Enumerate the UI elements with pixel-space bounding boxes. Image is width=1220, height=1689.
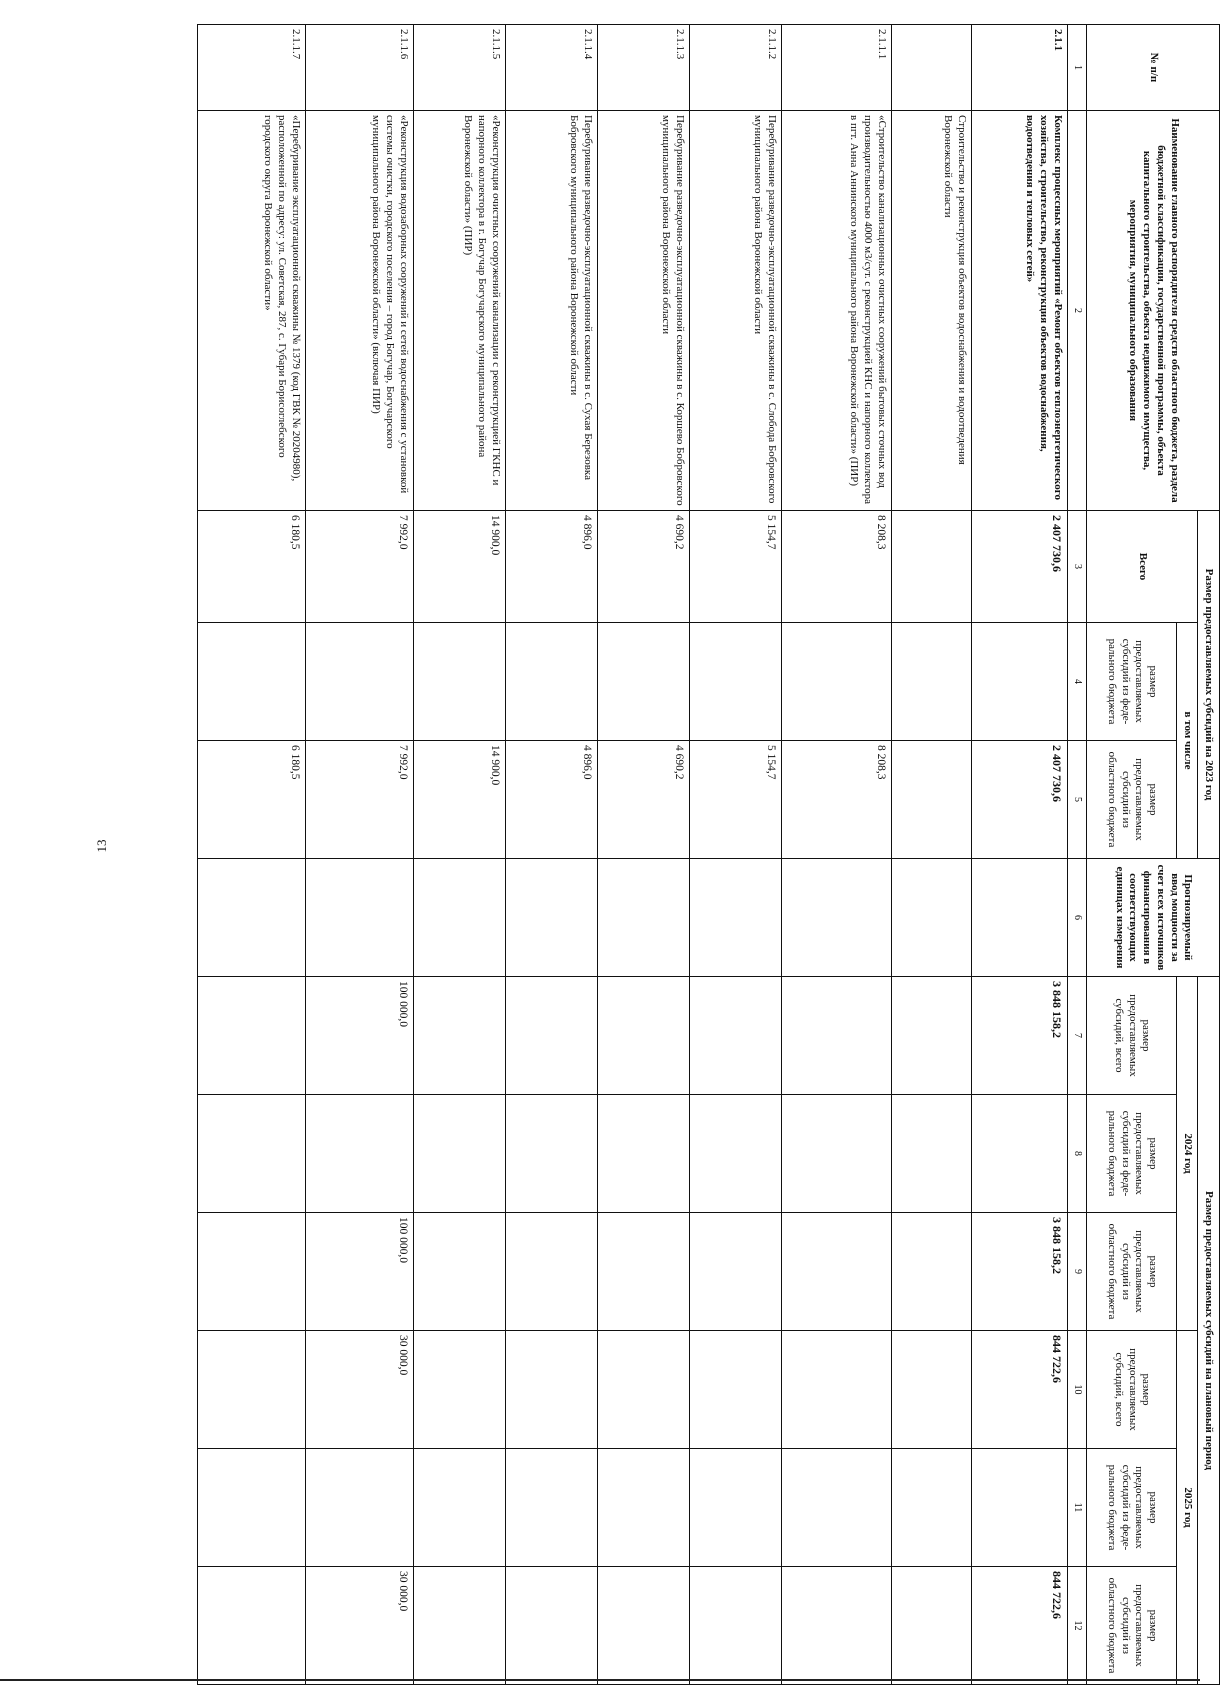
- row-value-c8: [971, 1095, 1067, 1213]
- table-row: [597, 25, 689, 1685]
- row-value-c12: 844 722,6: [971, 1567, 1067, 1685]
- row-value-c6: [197, 859, 305, 977]
- row-value-c5: 2 407 730,6: [971, 741, 1067, 859]
- row-value-c9: 3 848 158,2: [971, 1213, 1067, 1331]
- header-2024-fed: размер предоставляемых субсидий из феде-рального бюджета: [1087, 1095, 1177, 1213]
- row-name: «Перебуривание эксплуатационной скважины № 1379 (код ГВК № 20204980), расположенной по адресу: ул. Советская, 287, с. Губари Борисоглебского городского округа Воронежской области»: [197, 111, 305, 511]
- row-name: «Реконструкция очистных сооружений канализации с реконструкцией ГКНС и напорного коллектора в г. Богучар Богучарского муниципального района Воронежской области» (ПИР): [413, 111, 505, 511]
- row-value-c10: [689, 1331, 781, 1449]
- row-value-c6: [597, 859, 689, 977]
- table-row: [891, 25, 971, 1685]
- col-num: 12: [1067, 1567, 1087, 1685]
- col-num: 8: [1067, 1095, 1087, 1213]
- row-value-c5: 5 154,7: [689, 741, 781, 859]
- header-name: Наименование главного распорядителя средств областного бюджета, раздела бюджетной классификации, государственной программы, объекта капитального строительства, объекта недвижимого имущества, мероприятия, муниципального образования: [1087, 111, 1220, 511]
- row-number: 2.1.1: [971, 25, 1067, 111]
- row-name: Перебуривание разведочно-эксплуатационной скважины в с. Коршево Бобровского муниципального района Воронежской области: [597, 111, 689, 511]
- row-number: 2.1.1.3: [597, 25, 689, 111]
- header-total: Всего: [1087, 511, 1198, 623]
- row-value-c4: [505, 623, 597, 741]
- table-row: [197, 25, 305, 1685]
- row-value-c11: [781, 1449, 891, 1567]
- row-value-c10: [891, 1331, 971, 1449]
- row-name: Перебуривание разведочно-эксплуатационной скважины в с. Сухая Березовка Бобровского муниципального района Воронежской области: [505, 111, 597, 511]
- table-row: [971, 25, 1067, 1685]
- row-value-c5: 6 180,5: [197, 741, 305, 859]
- row-value-c7: 3 848 158,2: [971, 977, 1067, 1095]
- row-value-c5: 8 208,3: [781, 741, 891, 859]
- row-value-c11: [305, 1449, 413, 1567]
- row-value-c4: [197, 623, 305, 741]
- col-num: 3: [1067, 511, 1087, 623]
- row-value-c6: [505, 859, 597, 977]
- row-value-c10: [197, 1331, 305, 1449]
- row-value-c12: [197, 1567, 305, 1685]
- row-value-c12: [597, 1567, 689, 1685]
- row-value-c11: [505, 1449, 597, 1567]
- row-value-c5: 7 992,0: [305, 741, 413, 859]
- row-value-c3: 8 208,3: [781, 511, 891, 623]
- row-value-c4: [781, 623, 891, 741]
- row-value-c7: [413, 977, 505, 1095]
- row-value-c6: [891, 859, 971, 977]
- row-value-c9: [781, 1213, 891, 1331]
- row-value-c12: [505, 1567, 597, 1685]
- column-number-row: [1067, 25, 1087, 1685]
- row-value-c5: [891, 741, 971, 859]
- header-2024: 2024 год: [1177, 977, 1198, 1331]
- header-2025-obl: размер предоставляемых субсидий из областного бюджета: [1087, 1567, 1177, 1685]
- col-num: 11: [1067, 1449, 1087, 1567]
- rotated-table-wrapper: [120, 24, 1220, 1674]
- row-value-c3: 14 900,0: [413, 511, 505, 623]
- row-value-c3: 2 407 730,6: [971, 511, 1067, 623]
- table-row: [413, 25, 505, 1685]
- row-value-c4: [413, 623, 505, 741]
- col-num: 4: [1067, 623, 1087, 741]
- col-num: 10: [1067, 1331, 1087, 1449]
- header-2025-all: размер предоставляемых субсидий, всего: [1087, 1331, 1177, 1449]
- header-2024-all: размер предоставляемых субсидий, всего: [1087, 977, 1177, 1095]
- row-name: Перебуривание разведочно-эксплуатационной скважины в с. Слобода Бобровского муниципального района Воронежской области: [689, 111, 781, 511]
- row-value-c9: [413, 1213, 505, 1331]
- row-value-c8: [689, 1095, 781, 1213]
- row-value-c4: [971, 623, 1067, 741]
- row-value-c6: [413, 859, 505, 977]
- table-row: [505, 25, 597, 1685]
- row-value-c3: 6 180,5: [197, 511, 305, 623]
- bottom-rule: [0, 1679, 1200, 1681]
- row-number: [891, 25, 971, 111]
- row-value-c6: [689, 859, 781, 977]
- row-value-c10: 844 722,6: [971, 1331, 1067, 1449]
- row-number: 2.1.1.4: [505, 25, 597, 111]
- col-num: 6: [1067, 859, 1087, 977]
- row-value-c7: [891, 977, 971, 1095]
- table-row: [781, 25, 891, 1685]
- row-value-c8: [891, 1095, 971, 1213]
- row-value-c3: 4 690,2: [597, 511, 689, 623]
- row-value-c6: [971, 859, 1067, 977]
- col-num: 1: [1067, 25, 1087, 111]
- row-name: Комплекс процессных мероприятий «Ремонт объектов теплоэнергетического хозяйства, строительство, реконструкция объектов водоснабжения, водоотведения и тепловых сетей»: [971, 111, 1067, 511]
- row-value-c9: [891, 1213, 971, 1331]
- row-value-c4: [891, 623, 971, 741]
- row-number: 2.1.1.1: [781, 25, 891, 111]
- header-2025: 2025 год: [1177, 1331, 1198, 1685]
- row-value-c9: 100 000,0: [305, 1213, 413, 1331]
- row-value-c11: [891, 1449, 971, 1567]
- row-value-c8: [197, 1095, 305, 1213]
- col-num: 9: [1067, 1213, 1087, 1331]
- row-value-c6: [781, 859, 891, 977]
- row-value-c11: [197, 1449, 305, 1567]
- row-value-c8: [413, 1095, 505, 1213]
- row-value-c12: [891, 1567, 971, 1685]
- row-value-c5: 14 900,0: [413, 741, 505, 859]
- table-body: [197, 25, 1067, 1685]
- row-value-c8: [305, 1095, 413, 1213]
- row-value-c12: [413, 1567, 505, 1685]
- table-row: [689, 25, 781, 1685]
- table-row: [305, 25, 413, 1685]
- row-number: 2.1.1.7: [197, 25, 305, 111]
- row-value-c8: [781, 1095, 891, 1213]
- row-value-c3: [891, 511, 971, 623]
- row-value-c4: [597, 623, 689, 741]
- header-2023: Размер предоставляемых субсидий на 2023 год: [1198, 511, 1220, 859]
- row-name: Строительство и реконструкция объектов водоснабжения и водоотведения Воронежской области: [891, 111, 971, 511]
- header-incl: в том числе: [1177, 623, 1198, 859]
- row-value-c4: [305, 623, 413, 741]
- header-2024-obl: размер предоставляемых субсидий из областного бюджета: [1087, 1213, 1177, 1331]
- row-value-c10: [505, 1331, 597, 1449]
- header-capacity: Прогнозируемый ввод мощности за счет всех источников финансирования в соответствующих единицах измерения: [1087, 859, 1220, 977]
- row-number: 2.1.1.2: [689, 25, 781, 111]
- subsidy-table: [197, 24, 1220, 1685]
- row-value-c5: 4 896,0: [505, 741, 597, 859]
- header-2025-fed: размер предоставляемых субсидий из феде-рального бюджета: [1087, 1449, 1177, 1567]
- header-2023-obl: размер предоставляемых субсидий из областного бюджета: [1087, 741, 1177, 859]
- page-number: 13: [94, 839, 109, 853]
- row-value-c11: [413, 1449, 505, 1567]
- row-value-c7: [597, 977, 689, 1095]
- row-value-c7: [505, 977, 597, 1095]
- row-value-c3: 5 154,7: [689, 511, 781, 623]
- header-no: № п/п: [1087, 25, 1220, 111]
- row-value-c10: [597, 1331, 689, 1449]
- row-value-c11: [971, 1449, 1067, 1567]
- row-value-c12: 30 000,0: [305, 1567, 413, 1685]
- row-value-c7: 100 000,0: [305, 977, 413, 1095]
- row-name: «Строительство канализационных очистных сооружений бытовых сточных вод производительностью 4000 м3/сут. с реконструкцией КНС и напорного коллектора в пгт. Анна Аннинского муниципального района Воронежской области» (ПИР): [781, 111, 891, 511]
- row-value-c6: [305, 859, 413, 977]
- row-value-c11: [689, 1449, 781, 1567]
- col-num: 5: [1067, 741, 1087, 859]
- row-value-c10: 30 000,0: [305, 1331, 413, 1449]
- row-value-c8: [505, 1095, 597, 1213]
- row-value-c7: [689, 977, 781, 1095]
- row-number: 2.1.1.6: [305, 25, 413, 111]
- row-value-c9: [505, 1213, 597, 1331]
- row-number: 2.1.1.5: [413, 25, 505, 111]
- col-num: 7: [1067, 977, 1087, 1095]
- row-value-c10: [781, 1331, 891, 1449]
- row-value-c5: 4 690,2: [597, 741, 689, 859]
- row-value-c8: [597, 1095, 689, 1213]
- row-name: «Реконструкция водозаборных сооружений и сетей водоснабжения с установкой системы очистки, городского поселения – город Богучар, Богучарского муниципального района Воронежской области» (включая ПИР): [305, 111, 413, 511]
- row-value-c7: [781, 977, 891, 1095]
- row-value-c3: 4 896,0: [505, 511, 597, 623]
- row-value-c9: [689, 1213, 781, 1331]
- row-value-c12: [689, 1567, 781, 1685]
- table-header: [1067, 25, 1219, 1685]
- row-value-c3: 7 992,0: [305, 511, 413, 623]
- row-value-c7: [197, 977, 305, 1095]
- header-2023-fed: размер предоставляемых субсидий из феде-рального бюджета: [1087, 623, 1177, 741]
- row-value-c4: [689, 623, 781, 741]
- row-value-c9: [197, 1213, 305, 1331]
- col-num: 2: [1067, 111, 1087, 511]
- row-value-c10: [413, 1331, 505, 1449]
- row-value-c12: [781, 1567, 891, 1685]
- header-plan: Размер предоставляемых субсидий на плановый период: [1198, 977, 1220, 1685]
- row-value-c9: [597, 1213, 689, 1331]
- row-value-c11: [597, 1449, 689, 1567]
